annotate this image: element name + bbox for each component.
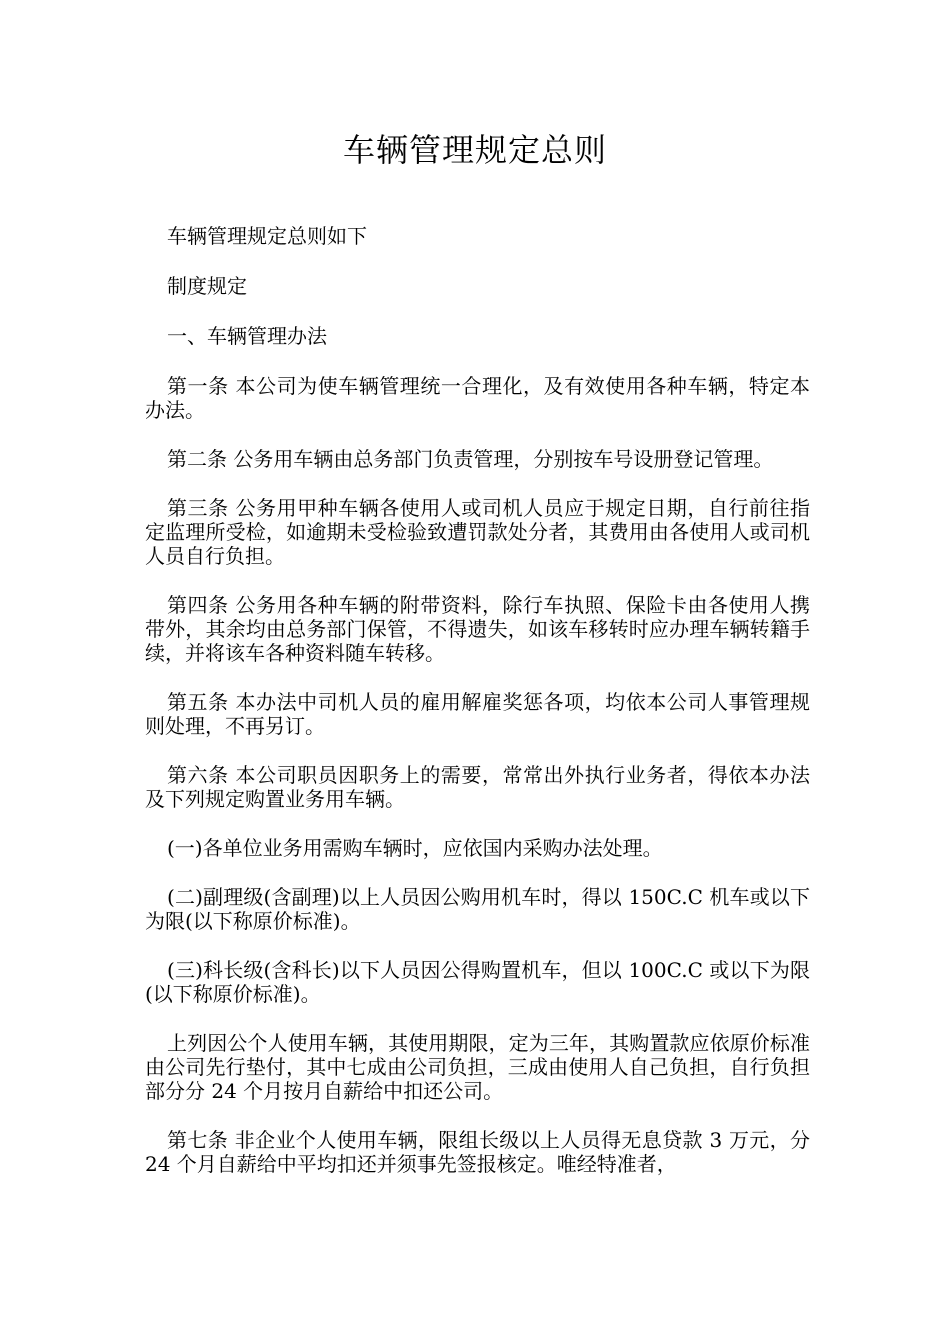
paragraph-article-6: 第六条 本公司职员因职务上的需要，常常出外执行业务者，得依本办法及下列规定购置业务用车辆。 [145,763,810,811]
paragraph-article-1: 第一条 本公司为使车辆管理统一合理化，及有效使用各种车辆，特定本办法。 [145,374,810,422]
paragraph-article-4: 第四条 公务用各种车辆的附带资料，除行车执照、保险卡由各使用人携带外，其余均由总务部门保管，不得遗失，如该车移转时应办理车辆转籍手续，并将该车各种资料随车转移。 [145,593,810,665]
document-title: 车辆管理规定总则 [342,131,607,169]
paragraph-intro: 车辆管理规定总则如下 [167,224,367,248]
paragraph-section-heading: 一、车辆管理办法 [167,324,327,348]
paragraph-article-2: 第二条 公务用车辆由总务部门负责管理，分别按车号设册登记管理。 [167,447,774,471]
paragraph-item-3: (三)科长级(含科长)以下人员因公得购置机车，但以 100C.C 或以下为限(以下称原价标准)。 [145,958,810,1006]
document-body [145,224,810,1201]
paragraph-article-7: 第七条 非企业个人使用车辆，限组长级以上人员得无息贷款 3 万元，分 24 个月自薪给中平均扣还并须事先签报核定。唯经特准者， [145,1128,810,1176]
paragraph-article-3: 第三条 公务用甲种车辆各使用人或司机人员应于规定日期，自行前往指定监理所受检，如逾期未受检验致遭罚款处分者，其费用由各使用人或司机人员自行负担。 [145,496,810,568]
paragraph-item-2: (二)副理级(含副理)以上人员因公购用机车时，得以 150C.C 机车或以下为限(以下称原价标准)。 [145,885,810,933]
paragraph-article-5: 第五条 本办法中司机人员的雇用解雇奖惩各项，均依本公司人事管理规则处理，不再另订。 [145,690,810,738]
paragraph-item-1: (一)各单位业务用需购车辆时，应依国内采购办法处理。 [167,836,663,860]
paragraph-usage-terms: 上列因公个人使用车辆，其使用期限，定为三年，其购置款应依原价标准由公司先行垫付，其中七成由公司负担，三成由使用人自己负担，自行负担部分分 24 个月按月自薪给中扣还公司。 [145,1031,810,1103]
paragraph-heading-system: 制度规定 [167,274,247,298]
